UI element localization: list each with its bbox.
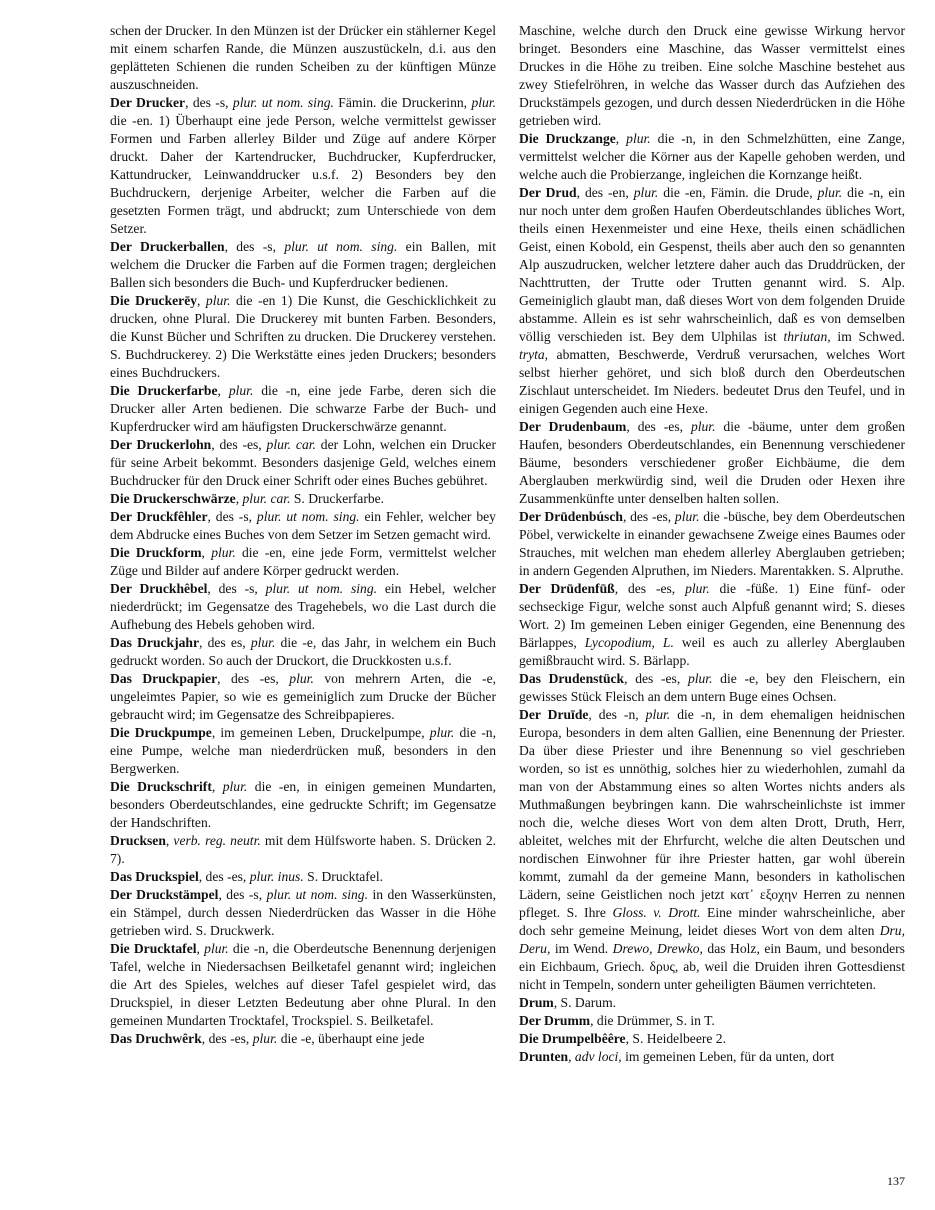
entry-text: die -n, in den Schmelzhütten, eine Zange, vermittelst welcher die Körner aus der Kapelle gehoben werden, und welche auch die Probierzange, ingleichen die Kornzange heißt. [519, 131, 905, 182]
entry-text: die -n, ein nur noch unter dem großen Haufen Oberdeutschlandes übliches Wort, theils einen Hexenmeister und eine Hexe, theils einen schädlichen Geist, einen Kobold, ein Gespenst, theils aber auch den so genannten Alp auszudrucken, welcher letztere daher auch das Druddrücken, der Nachttrutten, der Trutte oder Trutten genannt wird. S. Alp. Gemeiniglich glaubt man, daß dieses Wort von dem folgenden Druide abstamme. Allein es ist sehr wahrscheinlich, daß es von demselben völlig verschieden ist. Bey dem Ulphilas ist [519, 185, 905, 344]
page-number: 137 [887, 1174, 905, 1188]
entry-text: , [217, 383, 229, 398]
entry-text: , des -es, [211, 437, 267, 452]
dictionary-entry [519, 1012, 905, 1030]
entry-text: , [211, 779, 223, 794]
entry-headword: Der Druckstämpel [110, 887, 219, 902]
dictionary-entry [519, 418, 905, 508]
entry-text: , [196, 941, 205, 956]
entry-text: die -en, in einigen gemeinen Mundarten, besonders Oberdeutschlandes, eine gedruckte Schrift; im Gegensatze der Handschriften. [110, 779, 496, 830]
entry-headword: Der Druckerballen [110, 239, 225, 254]
entry-text: , des -s, [207, 581, 266, 596]
entry-text: , des -n, [588, 707, 646, 722]
entry-text: die -en, eine jede Form, vermittelst welcher Züge und Bilder auf andere Körper gedruckt werden. [110, 545, 497, 578]
dictionary-entry [519, 1048, 905, 1066]
entry-text: , des -es, [626, 419, 691, 434]
entry-text: Fämin. die Druckerinn, [333, 95, 472, 110]
entry-text: die -e, überhaupt eine jede [277, 1031, 425, 1046]
dictionary-entry [110, 832, 496, 868]
entry-headword: Der Drudenbaum [519, 419, 627, 434]
dictionary-entry [519, 994, 905, 1012]
entry-headword: Die Druckerfarbe [110, 383, 218, 398]
dictionary-entry [519, 130, 905, 184]
left-column [110, 22, 496, 1048]
entry-headword: Der Drūdenbúsch [519, 509, 623, 524]
entry-text: die -en. 1) Überhaupt eine jede Person, welche vermittelst gewisser Formen und Farben allerley Bilder und Züge auf andere Körper druckt. Daher der Kartendrucker, Buchdrucker, Kupferdrucker, Kattundrucker, Leinwanddrucker u.s.f. 2) Besonders bey den Buchdruckern, derjenige Arbeiter, welcher die Farben auf die gesetzten Formen trägt, und abdruckt; zum Unterschiede von dem Setzer. [110, 113, 496, 236]
entry-text: die -en, Fämin. die Drude, [658, 185, 818, 200]
entry-italic-text: Dru, Deru, [519, 923, 905, 956]
entry-text: von mehrern Arten, die -e, ungeleimtes Papier, so wie es gemeiniglich zum Drucke der Bücher gebraucht wird; im Gegensatze des Schreibpapieres. [110, 671, 496, 722]
dictionary-entry [519, 580, 905, 670]
entry-text: , des -s, [207, 509, 257, 524]
entry-text: im Schwed. [830, 329, 905, 344]
dictionary-entry [519, 22, 905, 130]
entry-headword: Die Druckerschwärze [110, 491, 236, 506]
entry-italic-text: plur. car. [242, 491, 291, 506]
entry-text: , S. Darum. [553, 995, 617, 1010]
entry-text: , des -en, [576, 185, 634, 200]
dictionary-entry [519, 670, 905, 706]
entry-italic-text: plur. [626, 131, 651, 146]
entry-italic-text: plur. [690, 419, 716, 434]
entry-text: die -n, eine jede Farbe, deren sich die Drucker aller Arten bedienen. Die schwarze Farbe der Buch- und Kupferdrucker wird am häufigsten Druckerschwärze genannt. [110, 383, 497, 434]
dictionary-entry [110, 94, 496, 238]
entry-text: abmatten, Beschwerde, Verdruß verursachen, welches Wort selbst hierher gehöret, und sich bloß durch den Oberdeutschen Zischlaut unterscheidet. Im Nieders. bedeutet Drus den Teufel, und in einigen Gegenden auch eine Hexe. [519, 347, 905, 416]
entry-italic-text: plur. [250, 635, 276, 650]
entry-text: , des -es, [198, 869, 250, 884]
entry-headword: Der Drūdenfūß [519, 581, 615, 596]
dictionary-entry [110, 490, 496, 508]
entry-text: , S. Heidelbeere 2. [625, 1031, 727, 1046]
dictionary-entry [110, 778, 496, 832]
dictionary-entry [110, 382, 496, 436]
dictionary-entry [110, 724, 496, 778]
entry-italic-text: plur. [204, 941, 229, 956]
entry-headword: Der Druckhêbel [110, 581, 208, 596]
entry-text: , [235, 491, 243, 506]
entry-text: , [615, 131, 627, 146]
entry-headword: Drucksen [110, 833, 166, 848]
entry-headword: Drum [519, 995, 554, 1010]
entry-text: , [201, 545, 212, 560]
entry-text: , des -es, [614, 581, 686, 596]
dictionary-entry [110, 940, 496, 1030]
dictionary-entry [519, 1030, 905, 1048]
entry-headword: Die Drumpelbêêre [519, 1031, 626, 1046]
entry-text: ein Ballen, mit welchem die Drucker die Farben auf die Formen tragen; dergleichen Ballen sich besonders die Buch- und Kupferdrucker bedienen. [110, 239, 496, 290]
dictionary-entry [110, 868, 496, 886]
entry-italic-text: tryta, [519, 347, 549, 362]
entry-italic-text: plur. [674, 509, 700, 524]
entry-italic-text: plur. [685, 581, 710, 596]
dictionary-entry [110, 1030, 496, 1048]
entry-headword: Die Druckzange [519, 131, 616, 146]
entry-text: , des -es, [201, 1031, 253, 1046]
entry-headword: Der Drud [519, 185, 577, 200]
entry-italic-text: plur. car. [266, 437, 316, 452]
dictionary-entry [110, 544, 496, 580]
right-column [519, 22, 905, 1066]
entry-text: ein Hebel, welcher niederdrückt; im Gegensatze des Tragehebels, wo die Last durch die Aufhebung des Hebels gehoben wird. [110, 581, 496, 632]
entry-text: , des -s, [224, 239, 285, 254]
entry-italic-text: Lycopodium, L. [584, 635, 674, 650]
entry-text: , [568, 1049, 575, 1064]
entry-text: schen der Drucker. In den Münzen ist der Drücker ein stählerner Kegel mit einem scharfen Rande, die Münzen auszustückeln, d.i. aus den geplätteten Schienen die runden Scheiben zu der künftigen Münze auszuschneiden. [110, 23, 496, 92]
entry-text: das Holz, ein Baum, und besonders ein Eichbaum, Griech. δρυς, ab, weil die Druiden ihren Gottesdienst nicht in Tempeln, sondern unter geheiligten Bäumen verrichteten. [519, 941, 905, 992]
dictionary-entry [110, 670, 496, 724]
dictionary-entry [519, 508, 905, 580]
entry-headword: Drunten [519, 1049, 569, 1064]
entry-italic-text: plur. [687, 671, 713, 686]
dictionary-entry [110, 292, 496, 382]
entry-text: , des -s, [218, 887, 267, 902]
entry-text: Eine minder wahrscheinliche, aber doch sehr gemeine Meinung, leidet dieses Wort von dem alten [519, 905, 905, 938]
entry-italic-text: verb. reg. neutr. [173, 833, 261, 848]
entry-italic-text: plur. [633, 185, 659, 200]
entry-text: S. Druckerfarbe. [290, 491, 385, 506]
entry-italic-text: plur. [817, 185, 843, 200]
dictionary-entry [110, 580, 496, 634]
entry-italic-text: plur. [205, 293, 231, 308]
dictionary-entry [519, 184, 905, 418]
entry-text: die -e, das Jahr, in welchem ein Buch gedruckt worden. So auch der Druckort, die Druckkosten u.s.f. [110, 635, 496, 668]
entry-headword: Der Drumm [519, 1013, 591, 1028]
entry-italic-text: plur. [228, 383, 254, 398]
entry-italic-text: plur. ut nom. sing. [256, 509, 360, 524]
entry-text: weil es auch zu allerley Aberglauben gemißbraucht wird. S. Bärlapp. [519, 635, 906, 668]
entry-text: mit dem Hülfsworte haben. S. Drücken 2. 7). [110, 833, 497, 866]
entry-headword: Die Druckschrift [110, 779, 212, 794]
entry-headword: Das Druckpapier [110, 671, 218, 686]
entry-text: Maschine, welche durch den Druck eine gewisse Wirkung hervor bringet. Besonders eine Maschine, das Wasser vermittelst eines Druckes in die Höhe zu treiben. Eine solche Maschine bestehet aus zwey Stiefelröhren, in welche das Wasser durch das Aufziehen des Druckstämpels gezogen, und durch dessen Niederdrücken in die Höhe getrieben wird. [519, 23, 905, 128]
entry-italic-text: plur. ut nom. sing. [265, 581, 378, 596]
dictionary-entry [110, 238, 496, 292]
entry-text: der Lohn, welchen ein Drucker für seine Arbeit bekommt. Besonders dasjenige Geld, welches einem Buchdrucker für den Druck einer Schrift oder eines Buches gebühret. [110, 437, 496, 488]
entry-italic-text: plur. inus. [249, 869, 304, 884]
entry-headword: Die Drucktafel [110, 941, 197, 956]
entry-text: , des -es, [217, 671, 290, 686]
entry-text: , die Drümmer, S. in T. [590, 1013, 715, 1028]
entry-text: die -e, bey den Fleischern, ein gewisses Stück Fleisch an dem untern Buge eines Ochsen. [519, 671, 906, 704]
entry-text: , im gemeinen Leben, Druckelpumpe, [211, 725, 430, 740]
entry-text: die -büsche, bey dem Oberdeutschen Pöbel, verwickelte in einander gewachsene Zweige eines Baumes oder Strauches, mit welchen man ehedem allerley Aberglauben getrieben; in andern Gegenden Alpruthen, im Nieders. Marentakken. S. Alpruthe. [519, 509, 905, 578]
entry-text: , des -es, [624, 671, 688, 686]
entry-text: die -n, die Oberdeutsche Benennung derjenigen Tafel, welche in Niedersachsen Beilketafel genannt wird; ingleichen die Art des Spieles, welches auf dieser Tafel gespielet wird, das Druckspiel, in dieser Letzten Bedeutung aber ohne Plural. In den gemeinen Mundarten Trocktafel, Trockspiel. S. Beilketafel. [110, 941, 496, 1028]
entry-italic-text: plur. [471, 95, 496, 110]
entry-italic-text: plur. ut nom. sing. [284, 239, 398, 254]
entry-headword: Der Druīde [519, 707, 589, 722]
entry-italic-text: plur. [222, 779, 248, 794]
entry-italic-text: plur. ut nom. sing. [232, 95, 334, 110]
entry-italic-text: plur. [252, 1031, 278, 1046]
entry-text: , [165, 833, 174, 848]
entry-italic-text: plur. [645, 707, 671, 722]
entry-italic-text: adv loci, [574, 1049, 622, 1064]
entry-text: im gemeinen Leben, für da unten, dort [621, 1049, 835, 1064]
entry-text: S. Drucktafel. [303, 869, 384, 884]
entry-headword: Das Drudenstück [519, 671, 625, 686]
dictionary-entry [110, 436, 496, 490]
entry-text: die -n, eine Pumpe, welche man niederdrücken muß, besonders in den Bergwerken. [110, 725, 496, 776]
entry-italic-text: plur. [289, 671, 314, 686]
entry-headword: Die Druckform [110, 545, 202, 560]
entry-italic-text: plur. ut nom. sing. [266, 887, 369, 902]
entry-headword: Das Druchwêrk [110, 1031, 202, 1046]
entry-headword: Die Druckpumpe [110, 725, 212, 740]
entry-text: im Wend. [550, 941, 613, 956]
entry-text: die -bäume, unter dem großen Haufen, besonders Oberdeutschlandes, ein Benennung verschiedener Bäume, besonders verschiedener großer Eichbäume, die dem Aberglauben merkwürdig sind, weil die Druden oder Hexen ihre Zusammenkünfte unter denselben halten sollen. [519, 419, 905, 506]
dictionary-entry [110, 886, 496, 940]
entry-headword: Das Druckspiel [110, 869, 199, 884]
entry-headword: Der Druckerlohn [110, 437, 212, 452]
dictionary-entry [519, 706, 905, 994]
dictionary-entry [110, 22, 496, 94]
entry-text: , des es, [199, 635, 251, 650]
entry-text: ein Fehler, welcher bey dem Abdrucke eines Buches von dem Setzer im Setzen gemacht wird. [110, 509, 496, 542]
entry-italic-text: Drewo, Drewko, [612, 941, 703, 956]
entry-text: die -en 1) Die Kunst, die Geschicklichkeit zu drucken, ohne Plural. Die Druckerey mit bunten Farben. Besonders, die Kunst Bücher und Schriften zu drucken. Die Druckerey verstehen. S. Buchdruckerey. 2) Die Werkstätte eines jeden Druckers; besonders eines Buchdruckers. [110, 293, 496, 380]
entry-italic-text: Gloss. v. Drott. [612, 905, 701, 920]
entry-italic-text: thriutan, [783, 329, 831, 344]
entry-headword: Das Druckjahr [110, 635, 200, 650]
entry-text: , [197, 293, 206, 308]
entry-text: die -n, in dem ehemaligen heidnischen Europa, besonders in dem alten Gallien, eine Benennung der Priester. Da über diese Priester und ihre Benennung so viel geschrieben worden, so ist es unnöthig, solches hier zu wiederhohlen, zumahl da man von der Abstammung eines so alten Wortes nichts anders als Muthmaßungen beybringen kann. Die wahrscheinlichste ist immer noch die, welche dieses Wort von dem alten Drott, Druth, Herr, ableitet, welches mit der Ehrfurcht, welche die alten Deutschen und nordischen Einwohner für ihre Priester hatten, gar wohl überein kommt, zumahl da der gemeine Mann, besonders in katholischen Lädern, seine Geistlichen noch jetzt κατ᾽ εξοχην Herren zu nennen pfleget. S. Ihre [519, 707, 906, 920]
entry-italic-text: plur. [429, 725, 455, 740]
entry-headword: Die Druckerēy [110, 293, 198, 308]
entry-headword: Der Drucker [110, 95, 186, 110]
entry-text: in den Wasserkünsten, ein Stämpel, durch dessen Niederdrücken das Wasser in die Höhe getrieben wird. S. Druckwerk. [110, 887, 496, 938]
dictionary-entry [110, 634, 496, 670]
entry-text: die -füße. 1) Eine fünf- oder sechseckige Figur, welche sonst auch Alpfuß genannt wird; S. dieses Wort. 2) Im gemeinen Leben einiger Gegenden, eine Benennung des Bärlappes, [519, 581, 906, 650]
entry-headword: Der Druckfêhler [110, 509, 208, 524]
entry-text: , des -s, [185, 95, 233, 110]
entry-text: , des -es, [622, 509, 675, 524]
dictionary-entry [110, 508, 496, 544]
entry-italic-text: plur. [211, 545, 236, 560]
